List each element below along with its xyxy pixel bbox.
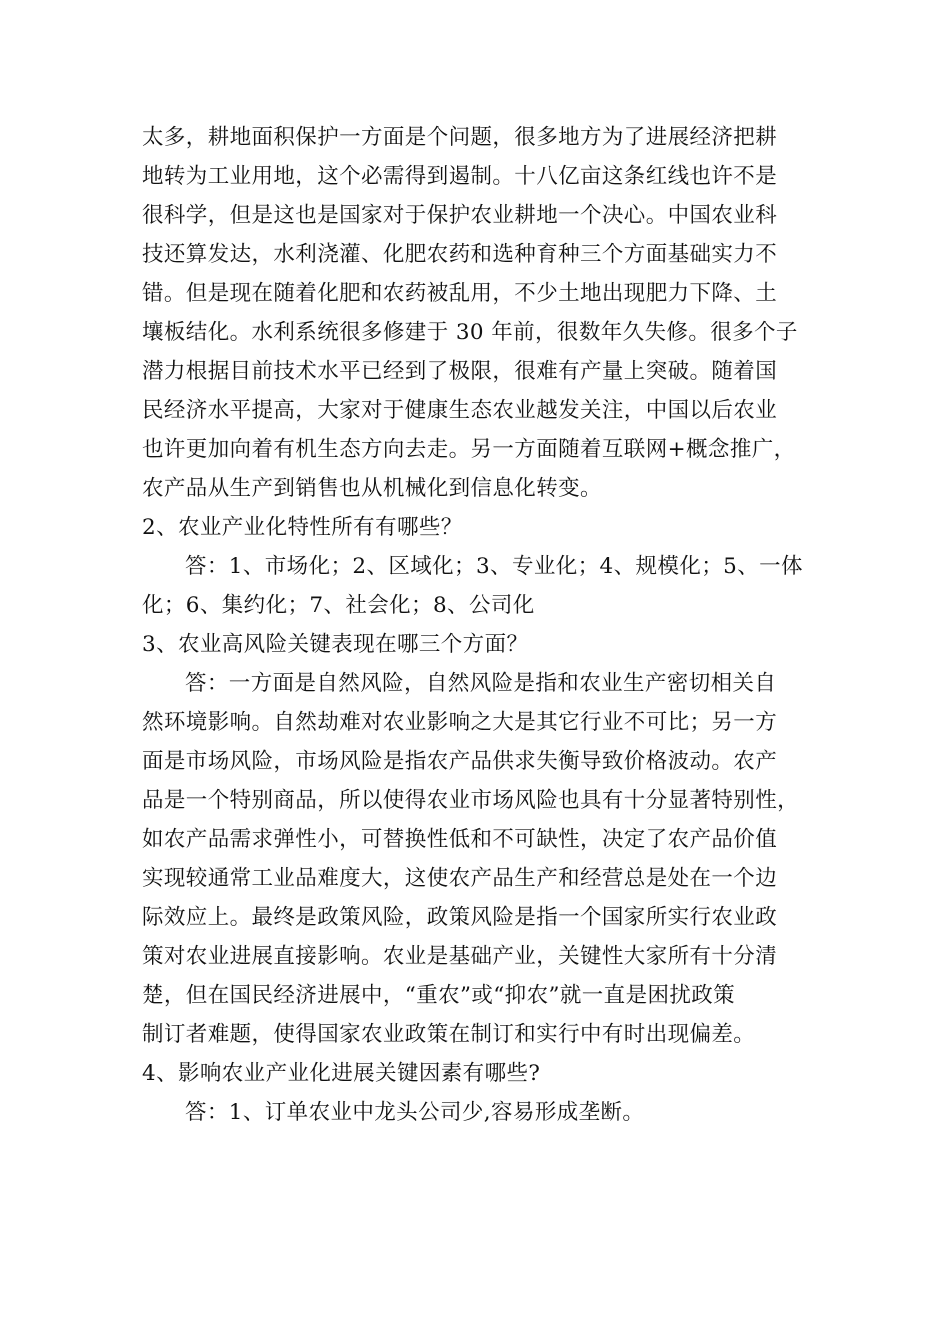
answer-line: 答：1、订单农业中龙头公司少,容易形成垄断。 xyxy=(185,1100,645,1125)
text-line: 错。但是现在随着化肥和农药被乱用，不少土地出现肥力下降、土 xyxy=(142,281,778,306)
text-line: 如农产品需求弹性小，可替换性低和不可缺性，决定了农产品价值 xyxy=(142,827,778,852)
text-line: 然环境影响。自然劫难对农业影响之大是其它行业不可比；另一方 xyxy=(142,710,778,735)
text-line: 楚，但在国民经济进展中，“重农”或“抑农”就一直是困扰政策 xyxy=(142,983,736,1008)
text-line: 潜力根据目前技术水平已经到了极限，很难有产量上突破。随着国 xyxy=(142,359,778,384)
text-line: 实现较通常工业品难度大，这使农产品生产和经营总是处在一个边 xyxy=(142,866,778,891)
text-line: 策对农业进展直接影响。农业是基础产业，关键性大家所有十分清 xyxy=(142,944,778,969)
text-line: 品是一个特别商品，所以使得农业市场风险也具有十分显著特别性， xyxy=(142,788,800,813)
text-line: 化；6、集约化；7、社会化；8、公司化 xyxy=(142,593,535,618)
text-line: 技还算发达，水利浇灌、化肥农药和选种育种三个方面基础实力不 xyxy=(142,242,778,267)
text-line: 际效应上。最终是政策风险，政策风险是指一个国家所实行农业政 xyxy=(142,905,778,930)
text-line: 壤板结化。水利系统很多修建于 30 年前，很数年久失修。很多个子 xyxy=(142,320,798,345)
answer-line: 答：1、市场化；2、区域化；3、专业化；4、规模化；5、一体 xyxy=(185,554,803,579)
document-body xyxy=(142,118,814,1132)
text-line: 农产品从生产到销售也从机械化到信息化转变。 xyxy=(142,476,602,501)
text-line: 很科学，但是这也是国家对于保护农业耕地一个决心。中国农业科 xyxy=(142,203,778,228)
text-line: 面是市场风险，市场风险是指农产品供求失衡导致价格波动。农产 xyxy=(142,749,778,774)
text-line: 也许更加向着有机生态方向去走。另一方面随着互联网+概念推广， xyxy=(142,437,796,462)
text-line: 民经济水平提高，大家对于健康生态农业越发关注，中国以后农业 xyxy=(142,398,778,423)
answer-line: 答：一方面是自然风险，自然风险是指和农业生产密切相关自 xyxy=(185,671,777,696)
text-line: 制订者难题，使得国家农业政策在制订和实行中有时出现偏差。 xyxy=(142,1022,756,1047)
question-heading: 4、影响农业产业化进展关键因素有哪些? xyxy=(142,1061,541,1086)
text-line: 地转为工业用地，这个必需得到遏制。十八亿亩这条红线也许不是 xyxy=(142,164,778,189)
text-line: 太多，耕地面积保护一方面是个问题，很多地方为了进展经济把耕 xyxy=(142,125,778,150)
question-heading: 2、农业产业化特性所有有哪些？ xyxy=(142,515,463,540)
question-heading: 3、农业高风险关键表现在哪三个方面？ xyxy=(142,632,529,657)
